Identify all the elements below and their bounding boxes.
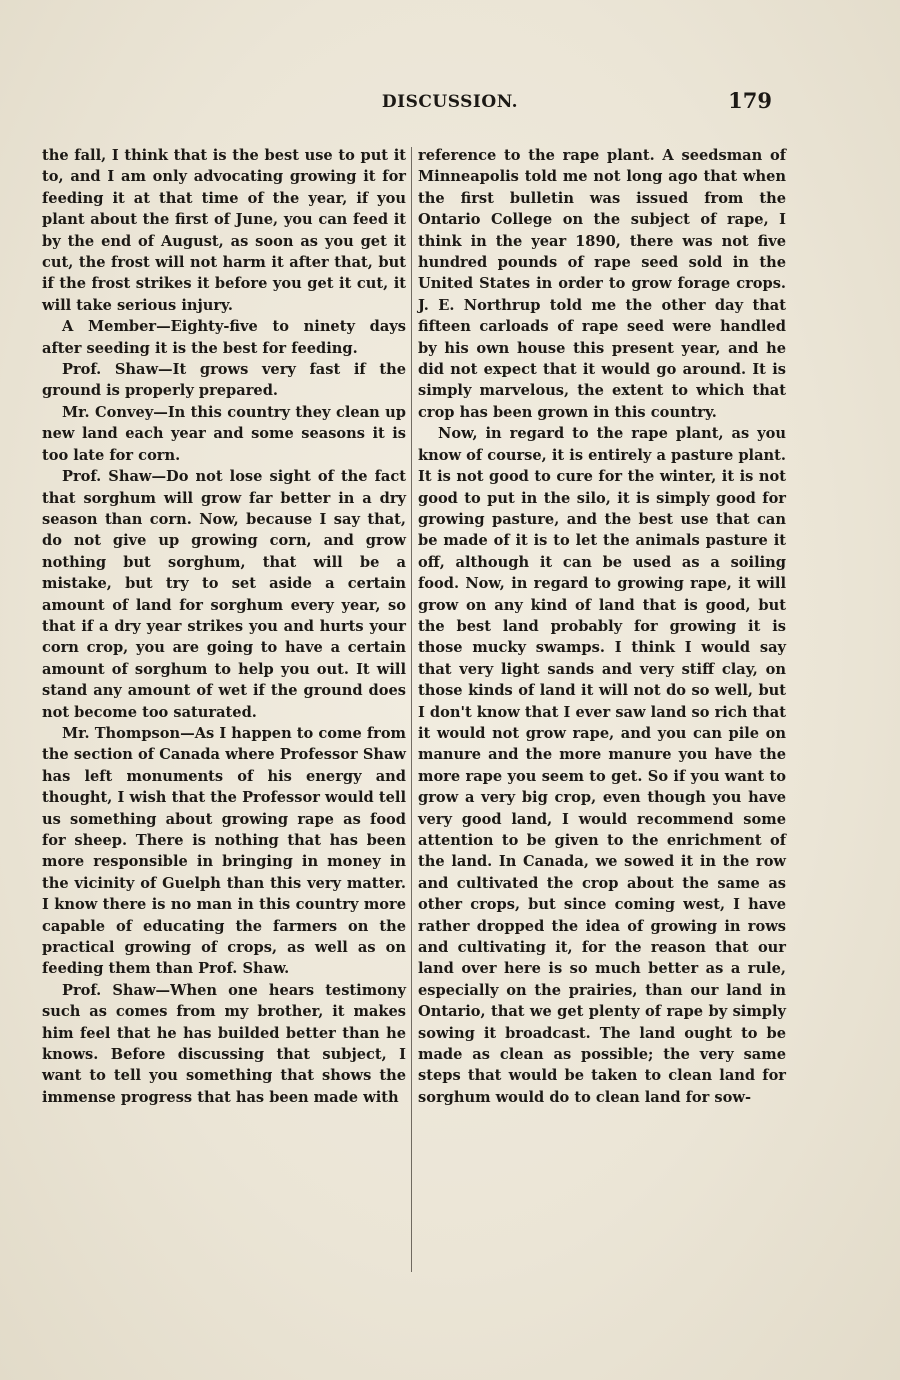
right-column — [418, 145, 786, 1108]
column-divider — [411, 147, 412, 1272]
paragraph: Mr. Thompson—As I happen to come from the section of Canada where Professor Shaw has left monuments of his energy and thought, I wish that the Professor would tell us something about growing rape as food for sheep. There is nothing that has been more responsible in bringing in money in the vicinity of Guelph than this very matter. I know there is no man in this country more capable of educating the farmers on the practical growing of crops, as well as on feeding them than Prof. Shaw. — [42, 724, 406, 978]
paragraph: the fall, I think that is the best use to put it to, and I am only advocating growing it for feeding it at that time of the year, if you plant about the first of June, you can feed it by the end of August, as soon as you get it cut, the frost will not harm it after that, but if the frost strikes it before you get it cut, it will take serious injury. — [42, 147, 406, 314]
paragraph: Prof. Shaw—It grows very fast if the ground is properly prepared. — [42, 361, 406, 400]
paragraph: Prof. Shaw—When one hears testimony such as comes from my brother, it makes him feel that he has builded better than he knows. Before discussing that subject, I want to tell you something that shows the immense progress that has been made with — [42, 981, 406, 1106]
page-header — [0, 88, 900, 118]
paragraph: Now, in regard to the rape plant, as you know of course, it is entirely a pasture plant. It is not good to cure for the winter, it is not good to put in the silo, it is simply good for growing pasture, and the best use that can be made of it is to let the animals pasture it off, although it can be used as a soiling food. Now, in regard to growing rape, it will grow on any kind of land that is good, but the best land probably for growing it is those mucky swamps. I think I would say that very light sands and very stiff clay, on those kinds of land it will not do so well, but I don't know that I ever saw land so rich that it would not grow rape, and you can pile on manure and the more manure you have the more rape you seem to get. So if you want to grow a very big crop, even though you have very good land, I would recommend some attention to be given to the enrichment of the land. In Canada, we sowed it in the row and cultivated the crop about the same as other crops, but since coming west, I have rather dropped the idea of growing in rows and cultivating it, for the reason that our land over here is so much better as a rule, especially on the prairies, than our land in Ontario, that we get plenty of rape by simply sowing it broadcast. The land ought to be made as clean as possible; the very same steps that would be taken to clean land for sorghum would do to clean land for sow- — [418, 425, 786, 1106]
paragraph: reference to the rape plant. A seedsman of Minneapolis told me not long ago that when the first bulletin was issued from the Ontario College on the subject of rape, I think in the year 1890, there was not five hundred pounds of rape seed sold in the United States in order to grow forage crops. J. E. Northrup told me the other day that fifteen carloads of rape seed were handled by his own house this present year, and he did not expect that it would go around. It is simply marvelous, the extent to which that crop has been grown in this country. — [418, 147, 786, 421]
left-column — [42, 145, 406, 1108]
paragraph: A Member—Eighty-five to ninety days after seeding it is the best for feeding. — [42, 318, 406, 357]
paragraph: Mr. Convey—In this country they clean up new land each year and some seasons it is too late for corn. — [42, 403, 406, 464]
paragraph: Prof. Shaw—Do not lose sight of the fact that sorghum will grow far better in a dry season than corn. Now, because I say that, do not give up growing corn, and grow nothing but sorghum, that will be a mistake, but try to set aside a certain amount of land for sorghum every year, so that if a dry year strikes you and hurts your corn crop, you are going to have a certain amount of sorghum to help you out. It will stand any amount of wet if the ground does not become too saturated. — [42, 468, 406, 721]
running-head: DISCUSSION. — [381, 92, 519, 112]
page-number: 179 — [728, 88, 772, 113]
